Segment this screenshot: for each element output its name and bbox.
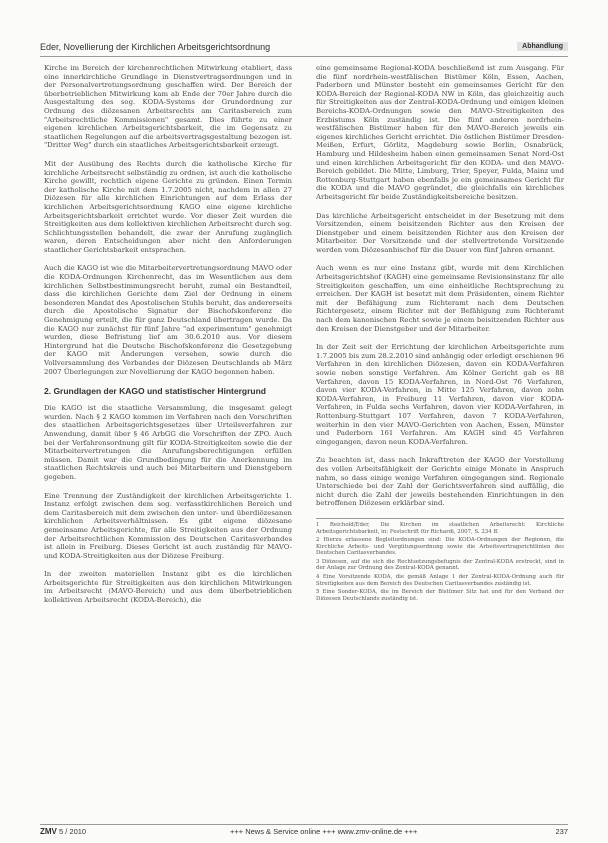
journal-issue: [40, 827, 86, 836]
paragraph: Kirche im Bereich der kirchenrechtlichen Mitwirkung etabliert, dass eine innerkirchliche Grundlage in Dienstvertragsordnungen und in der Personalvertretungsordnung geschaffen wird. Der Bereich der überbetrieblichen Mitwirkung kam ab Ende der 70er Jahre durch die Ausgestaltung des sog. KODA-Systems der Grundordnung zur Ordnung des diözesanen Arbeitsrechts am Caritasbereich zum "Arbeitsrechtliche Kommissionen" gesamt. Dies führte zu einer eigenen kirchlichen Arbeitsgerichtsbarkeit, die im Gegensatz zu staatlichen Regelungen auf die arbeitsvertragsgestaltung bezogen ist. "Dritter Weg" durch ein staatliches Arbeitsgerichtsbarkeit erzeugt.: [44, 64, 292, 150]
section-heading: 2. Grundlagen der KAGO und statistischer Hintergrund: [44, 386, 266, 397]
page-header: [40, 42, 568, 57]
paragraph: eine gemeinsame Regional-KODA beschließend ist zum Ausgang. Für die fünf nordrhein-westfälischen Bistümer Köln, Essen, Aachen, Paderborn und Münster besteht ein gemeinsames Gericht für den KODA-Bereich der Regional-KODA NW in Köln, das gleichzeitig auch für Streitigkeiten aus der Zentral-KODA-Ordnung und einigen kleinen Bereichs-KODA-Ordnungen sowie den MAVO-Streitigkeiten des Erzbistums Köln zuständig ist. Die fünf anderen nordrhein-westfälischen Bistümer haben für den MAVO-Bereich jeweils ein eigenes kirchliches Gericht errichtet. Die östlichen Bistümer Dresden-Meißen, Erfurt, Görlitz, Magdeburg sowie Berlin, Osnabrück, Hamburg und Hildesheim haben einen gemeinsamen Senat Nord-Ost und einen kirchlichen Arbeitsgericht für den KODA- und den MAVO-Bereich gebildet. Die Mitte, Limburg, Trier, Speyer, Fulda, Mainz und Rottenburg-Stuttgart haben ebenfalls je ein gemeinsames Gericht für die KODA und die MAVO gegründet, die gleichfalls ein kirchliches Arbeitsgericht für beide Zuständigkeitsbereiche besitzen.: [316, 64, 564, 201]
paragraph: Auch wenn es nur eine Instanz gibt, wurde mit dem Kirchlichen Arbeitsgerichtshof (KAGH) eine gemeinsame Revisionsinstanz für alle Streitigkeiten geschaffen, um eine einheitliche Rechtsprechung zu erreichen. Der KAGH ist besetzt mit dem Präsidenten, einem Richter mit der Befähigung zum Richteramt nach dem Deutschen Richtergesetz, einem Richter mit der Befähigung zum Richteramt nach dem kanonischen Recht sowie je einem beisitzenden Richter aus den Kreisen der Dienstgeber und der Mitarbeiter.: [316, 264, 564, 333]
right-column: [316, 64, 564, 822]
paragraph: In der Zeit seit der Errichtung der kirchlichen Arbeitsgerichte zum 1.7.2005 bis zum 28.2.2010 sind anhängig oder erledigt erschienen 96 Verfahren in den kirchlichen Diözesen, davon ein KODA-Verfahren sowie neben sonstige Verfahren. Am Kölner Gericht gab es 88 Verfahren, davon 15 KODA-Verfahren, in Nord-Ost 76 Verfahren, davon vier KODA-Verfahren, in Mitte 125 Verfahren, davon zehn KODA-Verfahren, in Freiburg 11 Verfahren, davon vier KODA-Verfahren, in Fulda sechs Verfahren, davon vier KODA-Verfahren, in Rottenburg-Stuttgart 107 Verfahren, davon 7 KODA-Verfahren, weiterhin in den vier MAVO-Gerichten von Aachen, Essen, Münster und Paderborn 161 Verfahren. Am KAGH sind 45 Verfahren eingegangen, davon neun KODA-Verfahren.: [316, 343, 564, 446]
left-column: [44, 64, 292, 822]
issue-number: 5 / 2010: [58, 827, 87, 836]
paragraph: Mit der Ausübung des Rechts durch die katholische Kirche für kirchliche Arbeitsrecht selbständig zu ordnen, ist auch die katholische Kirche gewillt, rechtlich eigene Gerichte zu gründen. Einen Termin der katholische Kirche mit dem 1.7.2005 nicht, nachdem in allen 27 Diözesen für alle kirchlichen Einrichtungen auf dem Erlass der kirchlichen Arbeitsgerichtsordnung KAGO eine eigene kirchliche Arbeitsgerichtsbarkeit errichtet wurde. Vor dieser Zeit wurden die Streitigkeiten aus dem kollektiven kirchlichen Arbeitsrecht durch sog. Schlichtungsstellen behandelt, die zwar der Anrufung zugänglich waren, deren Entscheidungen aber nicht den Anforderungen staatlicher Gerichtsbarkeit entsprachen.: [44, 159, 292, 254]
footer-website[interactable]: +++ News & Service online +++ www.zmv-online.de +++: [230, 827, 418, 836]
footnote: 2 Hierzu erlassene Begleitordnungen sind: Die KODA-Ordnungen der Regionen, die Kirchliche Arbeits- und Vergütungsordnung sowie die Arbeitsvertragsrichtlinien des Deutschen Caritasverbandes.: [316, 537, 564, 557]
paragraph: Das kirchliche Arbeitsgericht entscheidet in der Besetzung mit dem Vorsitzenden, einem beisitzenden Richter aus den Kreisen der Dienstgeber und einem beisitzenden Richter aus den Kreisen der Mitarbeiter. Der Vorsitzende und der stellvertretende Vorsitzende werden vom Diözesanbischof für die Dauer von fünf Jahren ernannt.: [316, 211, 564, 254]
paragraph: Auch die KAGO ist wie die Mitarbeitervertretungsordnung MAVO oder die KODA-Ordnungen Kirchenrecht, das im Wesentlichen aus dem kirchlichen Selbstbestimmungsrecht beruht, zumal ein Bestandteil, dass die kirchlichen Gerichte dem Ziel der Ordnung in einem besonderen Mandat des Apostolischen Stuhls beruht, das andererseits durch die Apostolische Signatur der Bischofskonferenz die Genehmigung erteilt, die für ganz Deutschland übertragen wurde. Da die KAGO nur zunächst für fünf Jahre "ad experimentum" genehmigt wurden, diese Befristung lief am 30.6.2010 aus. Vor diesem Hintergrund hat die Deutsche Bischofskonferenz die Gesetzgebung der KAGO mit Änderungen versehen, sowie durch die Vollversammlung des Verbandes der Diözesen Deutschlands ab März 2007 Überlegungen zur Novellierung der KAGO begonnen haben.: [44, 264, 292, 376]
paragraph: Zu beachten ist, dass nach Inkrafttreten der KAGO der Vorstellung des vollen Arbeitsfähigkeit der Gerichte einige Monate in Anspruch nahm, so dass einige wenige Verfahren eingegangen sind. Regionale Unterschiede bei der Zahl der Gerichtsverfahren sind auffällig, die nicht durch die Zahl der jeweils bestehenden Einrichtungen in den betroffenen Diözesen erklärbar sind.: [316, 456, 564, 508]
section-label: Abhandlung: [517, 42, 568, 51]
running-title: Eder, Novellierung der Kirchlichen Arbeitsgerichtsordnung: [40, 42, 271, 52]
footnote: 5 Eine Sonder-KODA, die im Bereich der Bistümer Sitz hat und für den Verband der Diözesen Deutschlands zuständig ist.: [316, 589, 564, 602]
journal-name: ZMV: [40, 827, 57, 836]
page-footer: [40, 824, 568, 837]
paragraph: Eine Trennung der Zuständigkeit der kirchlichen Arbeitsgerichte 1. Instanz erfolgt zwischen dem sog. verfasstkirchlichen Bereich und dem Caritasbereich mit dem zwischen den unter- und überdiözesanen kirchlichen Arbeitsverhältnissen. Es gibt eigene diözesane gemeinsame Arbeitsgerichte, für alle Streitigkeiten aus der Ordnung der Arbeitsrechtlichen Kommission des Deutschen Caritasverbandes ist allein in Freiburg. Dieses Gericht ist auch zuständig für MAVO- und KODA-Streitigkeiten aus der Diözese Freiburg.: [44, 491, 292, 560]
page-number: 237: [555, 827, 568, 836]
paragraph: Die KAGO ist die staatliche Versammlung, die insgesamt gelegt wurden. Nach § 2 KAGO kommen im Verfahren nach den Vorschriften des staatlichen Arbeitsgerichtsgesetzes über Urteilsverfahren zur Anwendung, damit über § 46 ArbGG die Vorschriften der ZPO. Auch bei der Verfahrensordnung gilt für KODA-Streitigkeiten sowie die der Mitarbeitervertretungen die Anrufungsberechtigungen erfüllen müssen. Damit war die Grundbedingung für die Anerkennung im staatlichen Rechtskreis und auch bei Mitarbeitern und Dienstgebern gegeben.: [44, 404, 292, 481]
footnote: 1 Reichold/Eder, Die Kirchen im staatlichen Arbeitsrecht: Kirchliche Arbeitsgerichtsbarkeit, in: Festschrift für Richardi, 2007, S. 234 ff.: [316, 521, 564, 535]
footnote: 4 Eine Vorsitzende KODA, die gemäß Anlage 1 der Zentral-KODA-Ordnung auch für Streitigkeiten aus dem Bereich des Deutschen Caritasverbandes zuständig ist.: [316, 574, 564, 587]
paragraph: In der zweiten materiellen Instanz gibt es die kirchlichen Arbeitsgerichte für Streitigkeiten aus den kirchlichen Mitwirkungen im Arbeitsrecht (MAVO-Bereich) und aus dem überbetrieblichen kollektiven Arbeitsrecht (KODA-Bereich), die: [44, 570, 292, 605]
footnotes: [316, 518, 564, 603]
footnote: 3 Diözesen, auf die sich die Rechtsetzungsbefugnis der Zentral-KODA erstreckt, sind in der Anlage zur Ordnung des Zentral-KODA genannt.: [316, 558, 564, 572]
